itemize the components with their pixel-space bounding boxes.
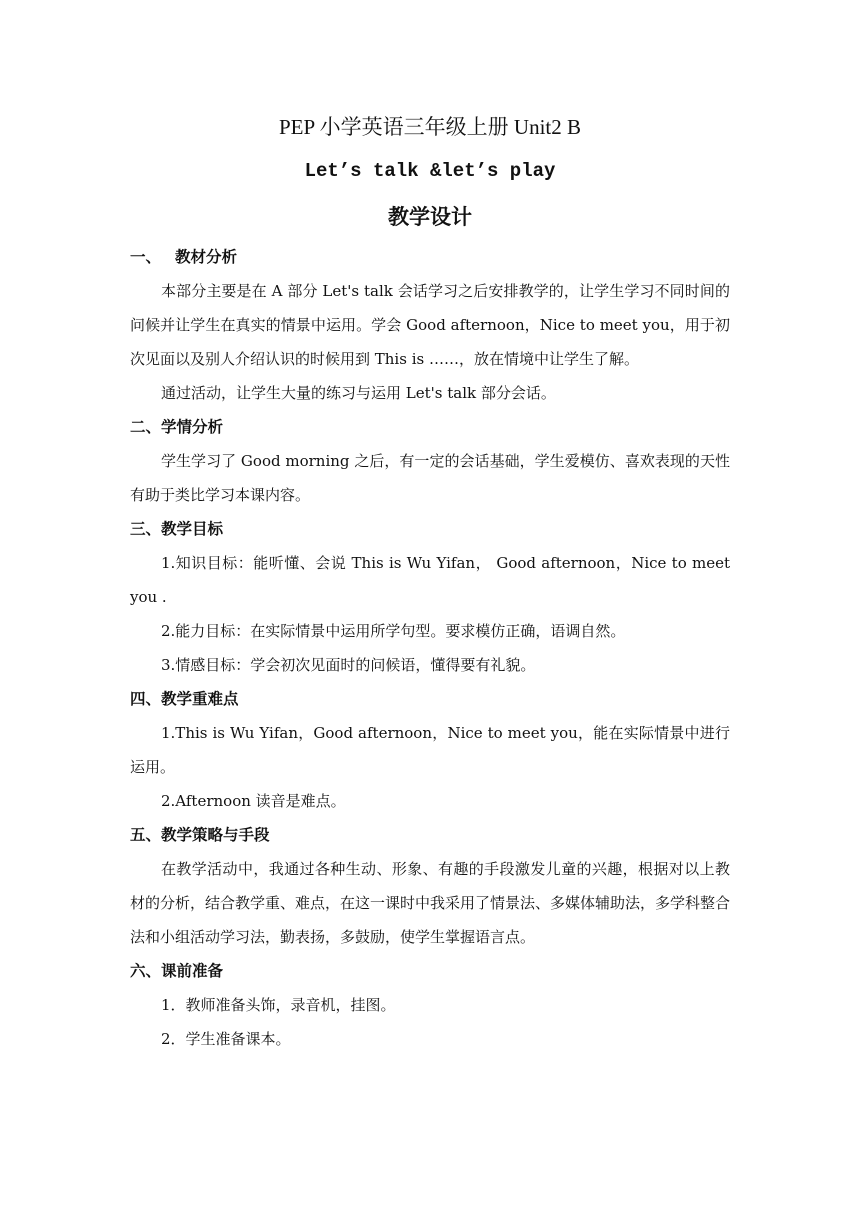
section-heading-textbook-analysis	[130, 240, 730, 274]
section-number: 二、	[130, 418, 162, 436]
section-number: 四、	[130, 690, 162, 708]
paragraph: 1．教师准备头饰，录音机，挂图。	[161, 996, 396, 1014]
section-number: 一、	[130, 248, 162, 266]
paragraph: 本部分主要是在 A 部分 Let's talk 会话学习之后安排教学的，让学生学习不同时间的问候并让学生在真实的情景中运用。学会 Good afternoon，Nice to meet you，用于初次见面以及别人介绍认识的时候用到 This is ……，放在情境中让学生了解。	[130, 282, 730, 368]
section-number: 六、	[130, 962, 162, 980]
paragraph: 2.Afternoon 读音是难点。	[161, 792, 346, 810]
section-title: 课前准备	[161, 962, 224, 980]
paragraph: 通过活动，让学生大量的练习与运用 Let's talk 部分会话。	[161, 384, 556, 402]
section-heading-student-analysis	[130, 410, 730, 444]
paragraph: 学生学习了 Good morning 之后，有一定的会话基础，学生爱模仿、喜欢表现的天性有助于类比学习本课内容。	[130, 452, 730, 504]
paragraph: 1.This is Wu Yifan，Good afternoon，Nice to meet you，能在实际情景中进行运用。	[130, 724, 730, 776]
section-title: 教学重难点	[161, 690, 239, 708]
paragraph: 2.能力目标：在实际情景中运用所学句型。要求模仿正确，语调自然。	[161, 622, 626, 640]
section-title: 学情分析	[161, 418, 224, 436]
paragraph: 3.情感目标：学会初次见面时的问候语，懂得要有礼貌。	[161, 656, 536, 674]
document-body	[130, 240, 730, 1056]
section-number: 五、	[130, 826, 162, 844]
section-title: 教学策略与手段	[161, 826, 270, 844]
section-heading-teaching-goals	[130, 512, 730, 546]
section-number: 三、	[130, 520, 162, 538]
section-title: 教材分析	[175, 248, 238, 266]
document-subtitle: Let’s talk &let’s play	[304, 160, 556, 182]
paragraph: 在教学活动中，我通过各种生动、形象、有趣的手段激发儿童的兴趣，根据对以上教材的分析，结合教学重、难点，在这一课时中我采用了情景法、多媒体辅助法，多学科整合法和小组活动学习法，勤表扬，多鼓励，使学生掌握语言点。	[130, 860, 731, 946]
paragraph: 2．学生准备课本。	[161, 1030, 291, 1048]
section-title: 教学目标	[161, 520, 224, 538]
paragraph: 1.知识目标：能听懂、会说 This is Wu Yifan， Good afternoon，Nice to meet you .	[130, 554, 730, 606]
section-heading-strategies	[130, 818, 730, 852]
section-heading-key-points	[130, 682, 730, 716]
section-heading-preparation	[130, 954, 730, 988]
document-title: PEP 小学英语三年级上册 Unit2 B	[279, 115, 581, 139]
document-subtitle-design: 教学设计	[388, 205, 472, 229]
